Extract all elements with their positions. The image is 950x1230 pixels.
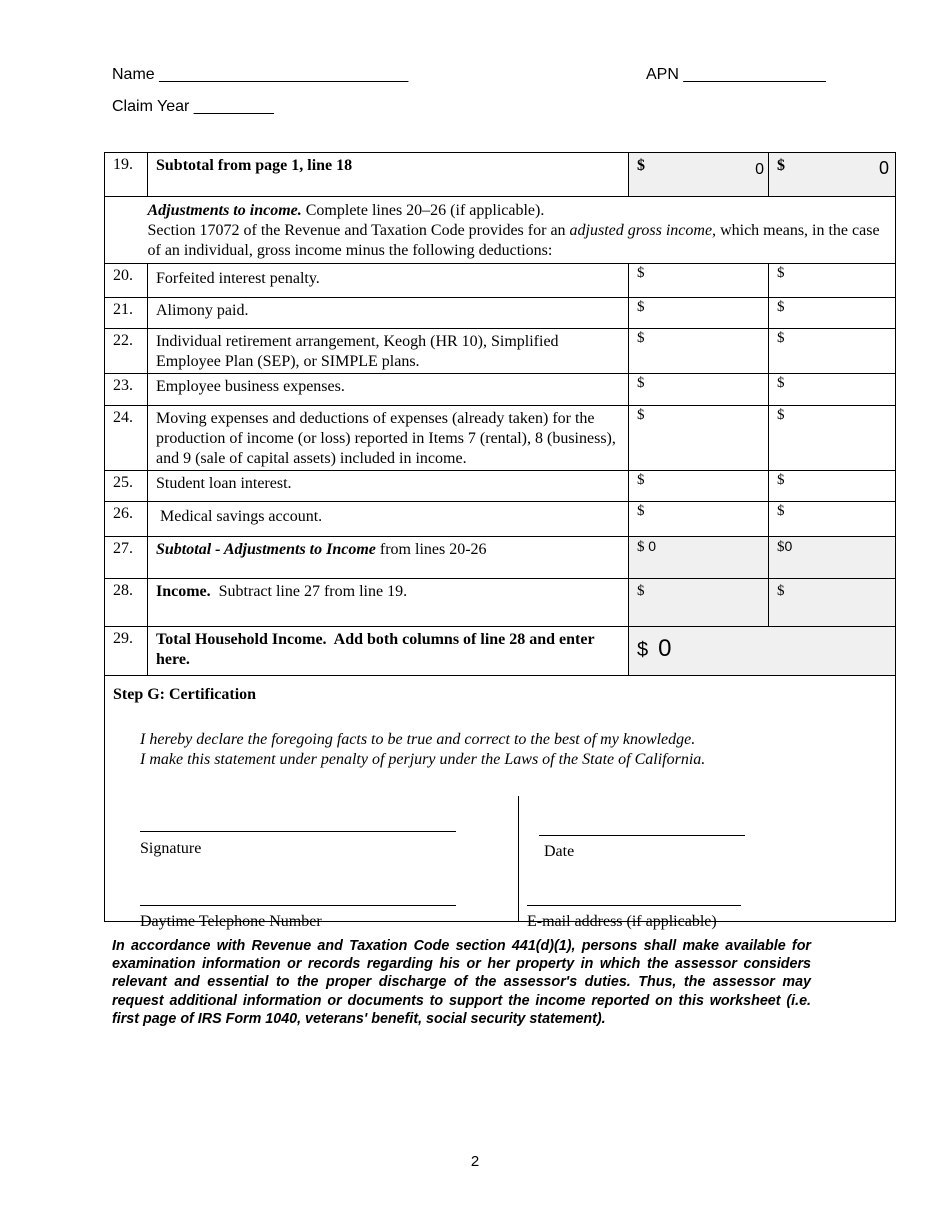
row-28-label-rest: Subtract line 27 from line 19. [210,583,408,600]
claim-year-blank: _________ [193,98,274,115]
certification-row [105,676,896,922]
adjustments-intro-row [105,197,896,264]
row-27-label-bold: Subtotal - Adjustments to Income [156,541,376,558]
date-label: Date [544,843,575,860]
row-27-col2-symbol: $ [777,539,785,555]
signature-label: Signature [140,840,202,857]
row-19-col1-symbol: $ [637,157,645,174]
row-27-col1[interactable] [629,537,769,579]
row-19-col1-value: 0 [755,161,764,178]
row-29-value: 0 [658,635,672,662]
row-24-col2[interactable]: $ [769,406,896,471]
phone-line[interactable] [140,905,456,906]
row-25-label: Student loan interest. [148,471,629,502]
adjustments-title: Adjustments to income. [147,202,302,219]
row-28-col2[interactable]: $ [769,579,896,627]
row-19-number: 19. [105,153,148,197]
apn-blank: ________________ [683,66,826,83]
row-27-col1-symbol: $ [637,539,645,555]
row-26 [105,502,896,537]
row-20-col1[interactable]: $ [629,264,769,298]
row-26-label: Medical savings account. [148,502,629,537]
row-27-label [148,537,629,579]
row-25-number: 25. [105,471,148,502]
email-label: E-mail address (if applicable) [527,913,717,930]
row-29 [105,627,896,676]
row-28-col1[interactable]: $ [629,579,769,627]
date-line[interactable] [539,835,745,836]
certification-declaration [140,730,705,770]
row-27-col1-value: 0 [648,538,657,554]
signature-line[interactable] [140,831,456,832]
signature-divider [518,796,519,922]
row-26-number: 26. [105,502,148,537]
row-28-label [148,579,629,627]
row-19-col1[interactable] [629,153,769,197]
phone-label: Daytime Telephone Number [140,913,322,930]
row-25-col1[interactable]: $ [629,471,769,502]
claim-year-label: Claim Year [112,98,190,115]
certification-section [105,676,896,930]
row-21-col2[interactable]: $ [769,298,896,329]
row-24-number: 24. [105,406,148,471]
row-22-col2[interactable]: $ [769,329,896,374]
row-28-label-bold: Income. [156,583,211,600]
page-number: 2 [470,1153,480,1170]
row-29-label: Total Household Income. Add both columns of line 28 and enter here. [148,627,629,676]
adjustments-line2-b: which means, in the case of an individual, gross income minus the following deductions: [147,222,880,259]
adjustments-line2-a: Section 17072 of the Revenue and Taxation Code provides for an [147,222,570,239]
row-19-col2-symbol: $ [777,157,785,174]
row-22 [105,329,896,374]
adjustments-intro [148,197,896,264]
row-27-col2-value: 0 [784,538,793,554]
row-25 [105,471,896,502]
row-21 [105,298,896,329]
row-29-total[interactable] [629,627,896,676]
declaration-line-1: I hereby declare the foregoing facts to be true and correct to the best of my knowledge. [140,731,696,748]
row-27-number: 27. [105,537,148,579]
row-20 [105,264,896,298]
apn-label: APN [646,66,679,83]
row-27-col2[interactable] [769,537,896,579]
row-21-label: Alimony paid. [148,298,629,329]
row-21-number: 21. [105,298,148,329]
row-27 [105,537,896,579]
row-23-label: Employee business expenses. [148,374,629,406]
row-28 [105,579,896,627]
row-24-col1[interactable]: $ [629,406,769,471]
row-23 [105,374,896,406]
row-22-label: Individual retirement arrangement, Keogh (HR 10), Simplified Employee Plan (SEP), or SIMPLE plans. [148,329,629,374]
certification-heading: Step G: Certification [113,686,257,703]
row-20-label: Forfeited interest penalty. [148,264,629,298]
row-21-col1[interactable]: $ [629,298,769,329]
declaration-line-2: I make this statement under penalty of perjury under the Laws of the State of California. [140,751,706,768]
row-26-col1[interactable]: $ [629,502,769,537]
row-28-number: 28. [105,579,148,627]
row-19-col2-value: 0 [878,158,889,178]
row-19-col2[interactable] [769,153,896,197]
row-29-number: 29. [105,627,148,676]
row-27-label-rest: from lines 20-26 [375,541,487,558]
name-field[interactable] [112,66,408,84]
row-24-label: Moving expenses and deductions of expenses (already taken) for the production of income (or loss) reported in Items 7 (rental), 8 (business), and 9 (sale of capital assets) included in income. [148,406,629,471]
legal-notice: In accordance with Revenue and Taxation Code section 441(d)(1), persons shall make available for examination information or records regarding his or her property in which the assessor considers relevant and essential to the proper discharge of the assessor's duties. Thus, the assessor may request additional information or documents to support the income reported on this worksheet (i.e. first page of IRS Form 1040, veterans' benefit, social security statement). [112,938,811,1027]
row-22-col1[interactable]: $ [629,329,769,374]
row-24 [105,406,896,471]
row-25-col2[interactable]: $ [769,471,896,502]
row-23-number: 23. [105,374,148,406]
name-label: Name [112,66,155,83]
row-19 [105,153,896,197]
apn-field[interactable] [646,66,826,84]
income-adjustments-table [104,152,896,930]
email-line[interactable] [527,905,741,906]
row-29-symbol: $ [637,639,649,661]
adjustments-title-rest: Complete lines 20–26 (if applicable). [301,202,545,219]
claim-year-field[interactable] [112,98,274,116]
name-blank: ____________________________ [159,66,409,83]
row-22-number: 22. [105,329,148,374]
row-23-col2[interactable]: $ [769,374,896,406]
adjustments-line2-italic: adjusted gross income, [569,222,717,239]
row-19-label: Subtotal from page 1, line 18 [148,153,629,197]
row-23-col1[interactable]: $ [629,374,769,406]
row-20-col2[interactable]: $ [769,264,896,298]
row-26-col2[interactable]: $ [769,502,896,537]
row-20-number: 20. [105,264,148,298]
